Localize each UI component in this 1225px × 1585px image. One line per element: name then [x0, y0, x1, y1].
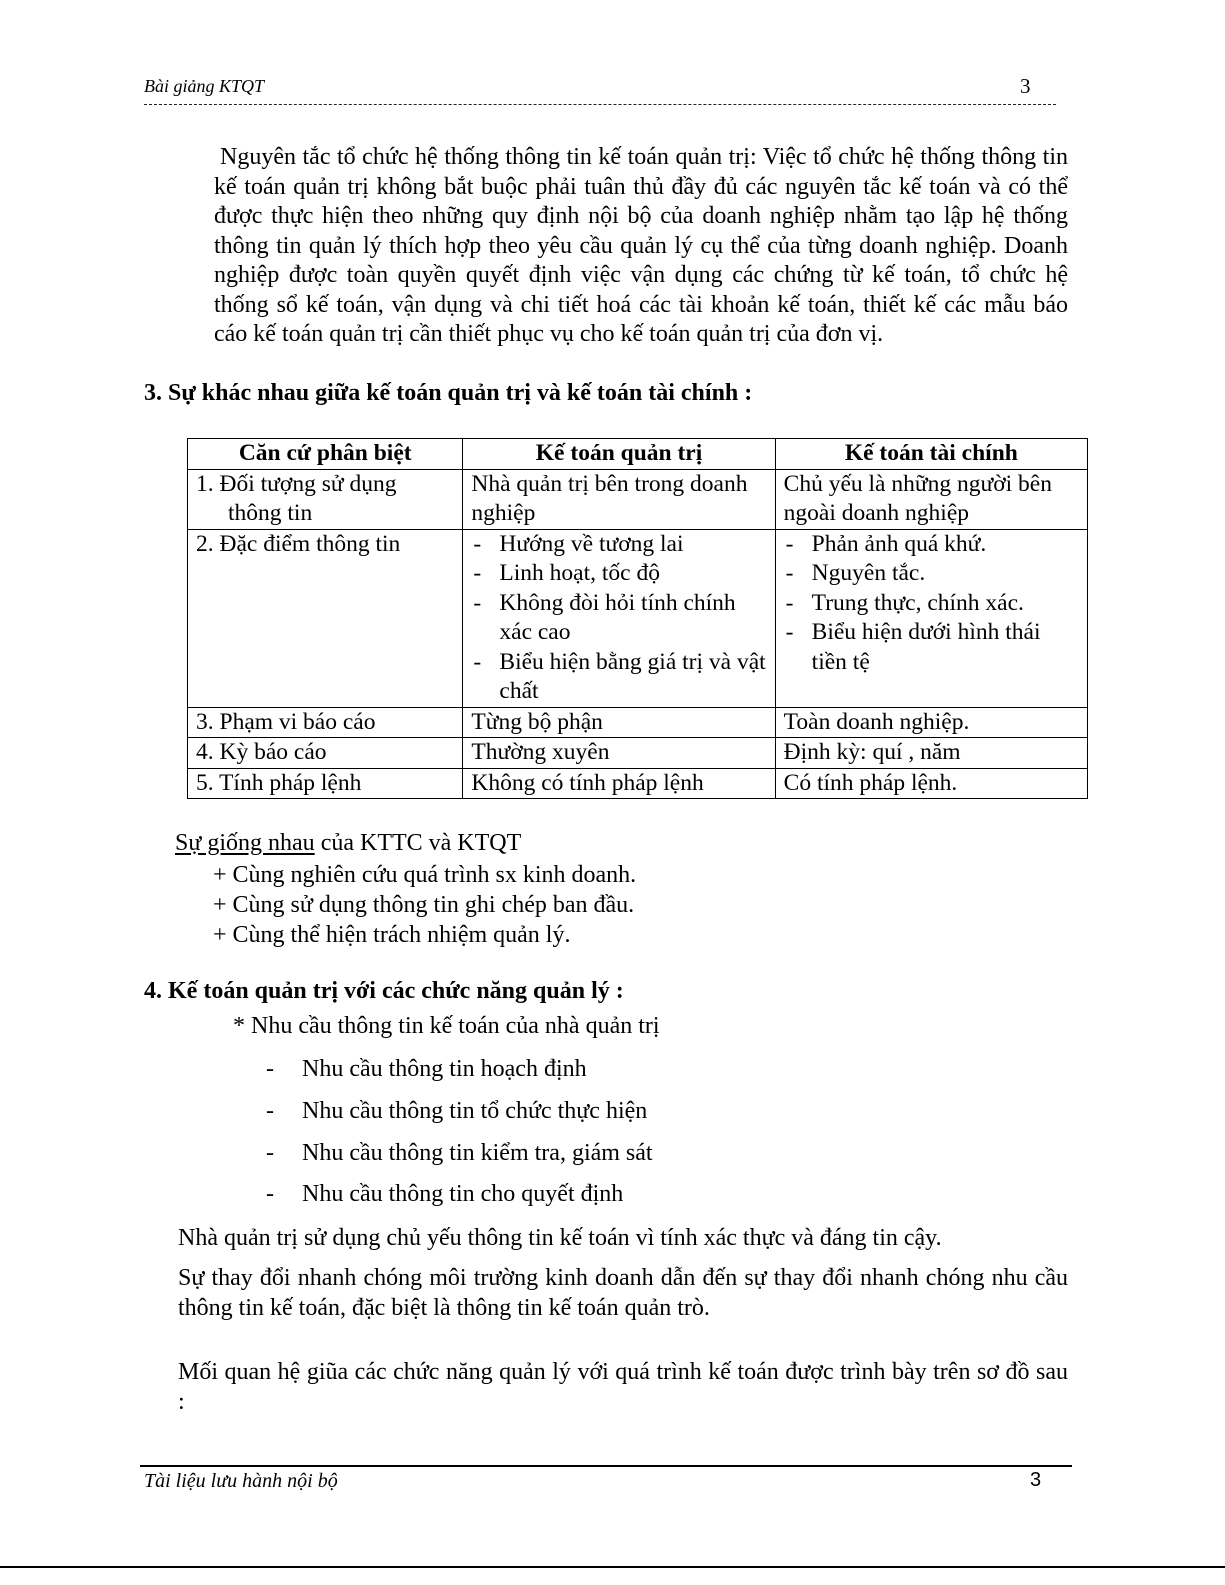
- list-item: - Trung thực, chính xác.: [784, 589, 1079, 619]
- comparison-table: [187, 438, 1088, 799]
- footer-title: Tài liệu lưu hành nội bộ: [144, 1470, 338, 1492]
- list-item: - Không đòi hỏi tính chính xác cao: [471, 589, 766, 648]
- header-page-number: 3: [1020, 74, 1031, 98]
- intro-paragraph-text: Nguyên tắc tổ chức hệ thống thông tin kế toán quản trị: Việc tổ chức hệ thống thông tin kế toán quản trị không bắt buộc phải tuân thủ đầy đủ các nguyên tắc kế toán và có thể được thực hiện theo những quy định nội bộ của doanh nghiệp nhằm tạo lập hệ thống thông tin quản lý thích hợp theo yêu cầu quản lý cụ thể của từng doanh nghiệp. Doanh nghiệp được toàn quyền quyết định việc vận dụng các chứng từ kế toán, tổ chức hệ thống sổ kế toán, vận dụng và chi tiết hoá các tài khoản kế toán, thiết kế các mẫu báo cáo kế toán quản trị cần thiết phục vụ cho kế toán quản trị của đơn vị.: [214, 144, 1068, 347]
- paragraph-reliability: Nhà quản trị sử dụng chủ yếu thông tin kế toán vì tính xác thực và đáng tin cậy.: [178, 1225, 942, 1251]
- header-divider: [144, 104, 1056, 105]
- dash-bullet: -: [266, 1098, 274, 1124]
- table-cell: 3. Phạm vi báo cáo: [188, 707, 463, 738]
- need-item-text: Nhu cầu thông tin tổ chức thực hiện: [302, 1098, 648, 1124]
- page-bottom-edge: [0, 1566, 1225, 1568]
- table-cell: Nhà quản trị bên trong doanh nghiệp: [463, 469, 775, 529]
- similarities-title-underlined: Sự giống nhau: [175, 830, 315, 856]
- section-3-heading: 3. Sự khác nhau giữa kế toán quản trị và kế toán tài chính :: [144, 380, 753, 406]
- list-item: - Hướng về tương lai: [471, 530, 766, 560]
- table-cell: [463, 529, 775, 707]
- dash-bullet: -: [266, 1056, 274, 1082]
- intro-paragraph: [214, 143, 1068, 350]
- similarities-title-rest: của KTTC và KTQT: [314, 830, 522, 856]
- table-row: [188, 707, 1088, 738]
- list-item: - Linh hoạt, tốc độ: [471, 559, 766, 589]
- table-cell: 2. Đặc điểm thông tin: [188, 529, 463, 707]
- table-row: [188, 738, 1088, 769]
- header-title: Bài giảng KTQT: [144, 76, 265, 96]
- table-header-mgmt: Kế toán quản trị: [463, 439, 775, 470]
- table-header-row: [188, 439, 1088, 470]
- table-cell: Có tính pháp lệnh.: [775, 768, 1087, 799]
- section-4-heading: 4. Kế toán quản trị với các chức năng quản lý :: [144, 978, 624, 1004]
- dash-bullet: -: [266, 1140, 274, 1166]
- paragraph-diagram-intro: Mối quan hệ giũa các chức năng quản lý với quá trình kế toán được trình bày trên sơ đồ sau :: [178, 1359, 1068, 1415]
- table-cell: Thường xuyên: [463, 738, 775, 769]
- table-cell: Định kỳ: quí , năm: [775, 738, 1087, 769]
- list-item: - Nguyên tắc.: [784, 559, 1079, 589]
- table-cell: Chủ yếu là những người bên ngoài doanh nghiệp: [775, 469, 1087, 529]
- list-item: + Cùng thể hiện trách nhiệm quản lý.: [213, 922, 571, 948]
- fin-traits-list: [784, 530, 1079, 678]
- table-cell: [775, 529, 1087, 707]
- table-row: [188, 529, 1088, 707]
- need-item-text: Nhu cầu thông tin cho quyết định: [302, 1181, 624, 1207]
- list-item: - Phản ảnh quá khứ.: [784, 530, 1079, 560]
- similarities-title: [175, 830, 521, 857]
- need-item-text: Nhu cầu thông tin kiểm tra, giám sát: [302, 1140, 653, 1166]
- need-item-text: Nhu cầu thông tin hoạch định: [302, 1056, 587, 1082]
- table-cell: Từng bộ phận: [463, 707, 775, 738]
- similarities-list: [213, 860, 636, 950]
- table-header-basis: Căn cứ phân biệt: [188, 439, 463, 470]
- needs-heading: * Nhu cầu thông tin kế toán của nhà quản trị: [233, 1013, 660, 1039]
- table-row: [188, 768, 1088, 799]
- footer-divider: [140, 1465, 1072, 1467]
- table-cell: Toàn doanh nghiệp.: [775, 707, 1087, 738]
- table-cell: 4. Kỳ báo cáo: [188, 738, 463, 769]
- table-cell: 5. Tính pháp lệnh: [188, 768, 463, 799]
- footer-page-number: 3: [1030, 1469, 1042, 1491]
- list-item: - Biểu hiện bằng giá trị và vật chất: [471, 648, 766, 707]
- list-item: + Cùng nghiên cứu quá trình sx kinh doanh.: [213, 862, 637, 888]
- table-row: [188, 469, 1088, 529]
- paragraph-environment: Sự thay đổi nhanh chóng môi trường kinh doanh dẫn đến sự thay đổi nhanh chóng nhu cầu thông tin kế toán, đặc biệt là thông tin kế toán quản trò.: [178, 1265, 1068, 1321]
- table-header-fin: Kế toán tài chính: [775, 439, 1087, 470]
- list-item: + Cùng sử dụng thông tin ghi chép ban đầu.: [213, 892, 635, 918]
- table-cell: 1. Đối tượng sử dụng thông tin: [188, 469, 463, 529]
- list-item: - Biểu hiện dưới hình thái tiền tệ: [784, 618, 1079, 677]
- mgmt-traits-list: [471, 530, 766, 707]
- dash-bullet: -: [266, 1181, 274, 1207]
- table-cell: Không có tính pháp lệnh: [463, 768, 775, 799]
